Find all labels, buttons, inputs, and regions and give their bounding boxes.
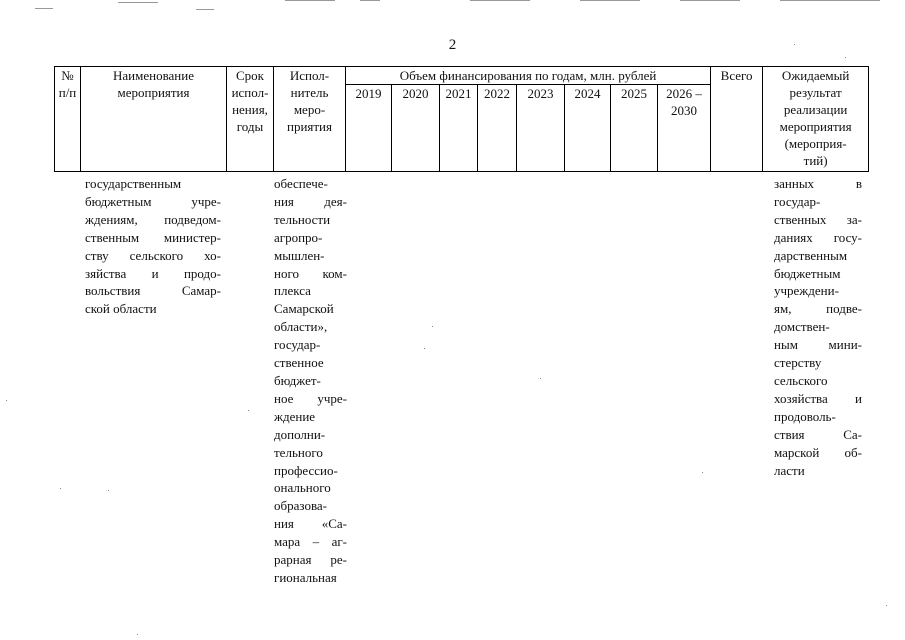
text-line: ным мини- (774, 337, 862, 353)
header-executor: Испол- нитель меро- приятия (274, 67, 346, 172)
text-line: обеспече- (274, 176, 328, 191)
text-line: бюджет- (274, 372, 321, 388)
header-funding-title: Объем финансирования по годам, млн. рублей (346, 67, 711, 85)
text-line: ждение (274, 408, 316, 424)
text-line: сельского (774, 372, 828, 388)
text-line: бюджетным (774, 265, 841, 281)
text-line: дарственным (774, 247, 848, 263)
text-line: ственных за- (774, 211, 862, 227)
text-line: стерству (774, 355, 822, 371)
header-name: Наименование мероприятия (81, 67, 227, 172)
page-number: 2 (448, 37, 457, 53)
text-line: профессио- (274, 462, 338, 478)
text-line: тельности (274, 211, 331, 227)
text-line: ждениям, подведом- (85, 211, 221, 227)
text-line: ния дея- (274, 193, 347, 209)
text-line: гиональная (274, 569, 337, 585)
text-line: вольствия Самар- (85, 283, 221, 299)
text-line: домствен- (774, 319, 830, 335)
text-line: дополни- (274, 426, 326, 442)
text-line: ям, подве- (774, 301, 862, 317)
text-line: тельного (274, 444, 323, 460)
header-term: Срок испол- нения, годы (227, 67, 274, 172)
text-line: мара – аг- (274, 534, 347, 550)
text-line: занных в (774, 176, 862, 191)
text-line: агропро- (274, 229, 323, 245)
header-year: 2022 (478, 85, 517, 172)
text-line: мышлен- (274, 247, 325, 263)
text-line: зяйства и продо- (85, 265, 221, 281)
text-line: Самарской (274, 301, 334, 317)
text-line: рарная ре- (274, 552, 347, 568)
text-line: ное учре- (274, 390, 347, 406)
header-year-range: 2026 – 2030 (658, 85, 711, 172)
text-line: марской об- (774, 444, 862, 460)
header-total: Всего (711, 67, 763, 172)
text-line: государ- (274, 337, 321, 353)
text-line: государственным (85, 176, 182, 191)
text-line: плекса (274, 283, 311, 299)
header-year: 2020 (392, 85, 440, 172)
header-num: № п/п (55, 67, 81, 172)
text-line: хозяйства и (774, 390, 862, 406)
text-line: образова- (274, 498, 328, 514)
text-line: даниях госу- (774, 229, 862, 245)
text-line: онального (274, 480, 331, 496)
text-line: ской области (85, 301, 157, 317)
text-line: государ- (774, 193, 821, 209)
header-year: 2024 (565, 85, 611, 172)
text-line: области», (274, 319, 328, 335)
text-line: ственным министер- (85, 229, 221, 245)
header-year: 2021 (440, 85, 478, 172)
text-line: ния «Са- (274, 516, 347, 532)
header-year: 2025 (611, 85, 658, 172)
body-result-text (774, 175, 862, 479)
header-result: Ожидаемый результат реализации мероприятия (мероприя- тий) (763, 67, 869, 172)
text-line: ного ком- (274, 265, 347, 281)
financing-table (54, 66, 869, 172)
text-line: ству сельского хо- (85, 247, 221, 263)
text-line: учреждени- (774, 283, 839, 299)
body-executor-text (274, 175, 347, 587)
text-line: бюджетным учре- (85, 193, 221, 209)
header-year: 2019 (346, 85, 392, 172)
text-line: ласти (774, 462, 805, 478)
body-name-text (85, 175, 221, 318)
header-year: 2023 (517, 85, 565, 172)
text-line: ствия Са- (774, 426, 862, 442)
text-line: продоволь- (774, 408, 836, 424)
text-line: ственное (274, 355, 324, 371)
top-scan-marks (0, 0, 905, 12)
